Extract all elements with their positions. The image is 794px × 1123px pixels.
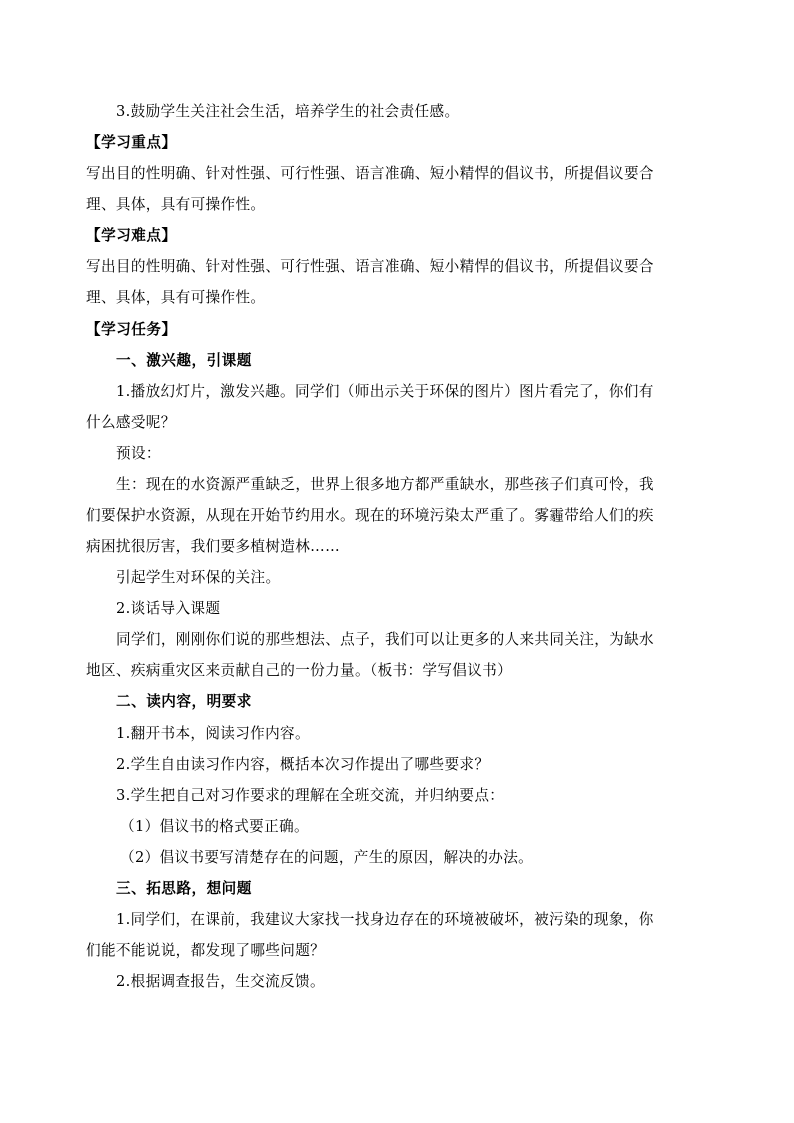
student-answer-line-2: 们要保护水资源，从现在开始节约用水。现在的环境污染太严重了。雾霾带给人们的疾 bbox=[86, 507, 654, 524]
attention-note: 引起学生对环保的关注。 bbox=[116, 569, 281, 586]
section-3-heading: 三、拓思路，想问题 bbox=[116, 880, 252, 897]
student-answer-line-3: 病困扰很厉害，我们要多植树造林…… bbox=[86, 538, 341, 555]
difficulties-title: 【学习难点】 bbox=[86, 227, 177, 244]
key-points-title: 【学习重点】 bbox=[86, 134, 177, 151]
section-2-heading: 二、读内容，明要求 bbox=[116, 693, 252, 710]
objective-3: 3.鼓励学生关注社会生活，培养学生的社会责任感。 bbox=[116, 103, 460, 120]
student-answer-line-1: 生：现在的水资源严重缺乏，世界上很多地方都严重缺水，那些孩子们真可怜，我 bbox=[116, 476, 654, 493]
difficulties-line-2: 理、具体，具有可操作性。 bbox=[86, 289, 266, 306]
section-3-item-1-line-1: 1.同学们，在课前，我建议大家找一找身边存在的环境被破坏，被污染的现象，你 bbox=[116, 911, 654, 928]
difficulties-line-1: 写出目的性明确、针对性强、可行性强、语言准确、短小精悍的倡议书，所提倡议要合 bbox=[86, 258, 654, 275]
section-2-sub-2: （2）倡议书要写清楚存在的问题，产生的原因，解决的办法。 bbox=[120, 849, 534, 866]
tasks-title: 【学习任务】 bbox=[86, 321, 177, 338]
section-2-item-2: 2.学生自由读习作内容，概括本次习作提出了哪些要求？ bbox=[116, 756, 490, 773]
key-points-line-1: 写出目的性明确、针对性强、可行性强、语言准确、短小精悍的倡议书，所提倡议要合 bbox=[86, 165, 654, 182]
section-2-item-3: 3.学生把自己对习作要求的理解在全班交流，并归纳要点： bbox=[116, 787, 505, 804]
section-1-p3-line-2: 地区、疾病重灾区来贡献自己的一份力量。（板书：学写倡议书） bbox=[86, 662, 513, 679]
section-2-item-1: 1.翻开书本，阅读习作内容。 bbox=[116, 725, 310, 742]
section-1-p3-line-1: 同学们，刚刚你们说的那些想法、点子，我们可以让更多的人来共同关注，为缺水 bbox=[116, 631, 654, 648]
section-3-item-2: 2.根据调查报告，生交流反馈。 bbox=[116, 973, 325, 990]
section-2-sub-1: （1）倡议书的格式要正确。 bbox=[120, 818, 309, 835]
section-1-heading: 一、激兴趣，引课题 bbox=[116, 352, 252, 369]
section-1-p1-line-1: 1.播放幻灯片，激发兴趣。同学们（师出示关于环保的图片）图片看完了，你们有 bbox=[116, 383, 654, 400]
section-1-p2: 2.谈话导入课题 bbox=[116, 600, 221, 617]
section-1-p1-line-2: 什么感受呢？ bbox=[86, 414, 176, 431]
preset-label: 预设： bbox=[116, 445, 161, 462]
key-points-line-2: 理、具体，具有可操作性。 bbox=[86, 196, 266, 213]
section-3-item-1-line-2: 们能不能说说，都发现了哪些问题？ bbox=[86, 942, 326, 959]
